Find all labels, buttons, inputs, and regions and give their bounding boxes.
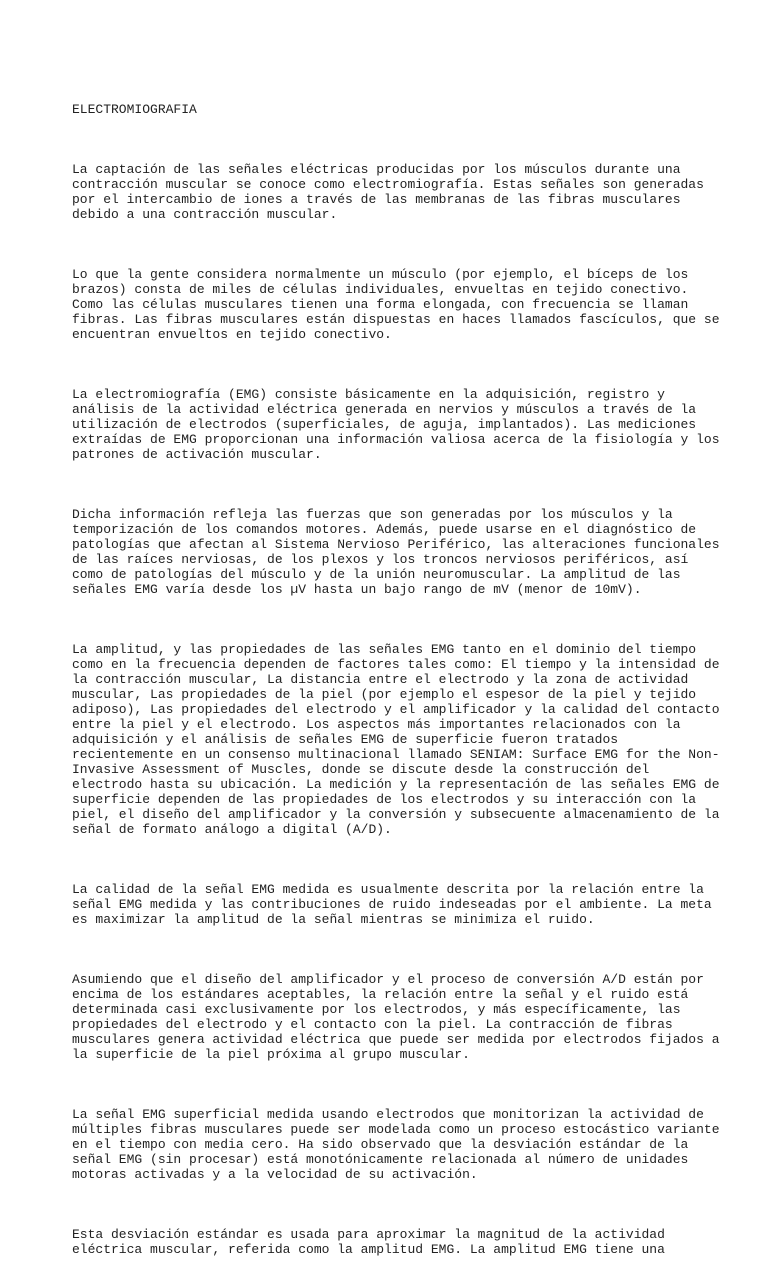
document-title: ELECTROMIOGRAFIA xyxy=(72,102,197,117)
paragraph-5: La amplitud, y las propiedades de las señales EMG tanto en el dominio del tiempo como en la frecuencia dependen de factores tales como: El tiempo y la intensidad de la contracción muscular, La distancia entre el electrodo y la zona de actividad muscular, Las propiedades de la piel (por ejemplo el espesor de la piel y tejido adiposo), Las propiedades del electrodo y el amplificador y la calidad del contacto entre la piel y el electrodo. Los aspectos más importantes relacionados con la adquisición y el análisis de señales EMG de superficie fueron tratados recientemente en un consenso multinacional llamado SENIAM: Surface EMG for the Non- Invasive Assessment of Muscles, donde se discute desde la construcción del electrodo hasta su ubicación. La medición y la representación de las señales EMG de superficie dependen de las propiedades de los electrodos y su interacción con la piel, el diseño del amplificador y la conversión y subsecuente almacenamiento de la señal de formato análogo a digital (A/D). xyxy=(72,642,720,837)
paragraph-1: La captación de las señales eléctricas producidas por los músculos durante una contracción muscular se conoce como electromiografía. Estas señales son generadas por el intercambio de iones a través de las membranas de las fibras musculares debido a una contracción muscular. xyxy=(72,162,704,222)
paragraph-6: La calidad de la señal EMG medida es usualmente descrita por la relación entre la señal EMG medida y las contribuciones de ruido indeseadas por el ambiente. La meta es maximizar la amplitud de la señal mientras se minimiza el ruido. xyxy=(72,882,712,927)
paragraph-9: Esta desviación estándar es usada para aproximar la magnitud de la actividad eléctrica muscular, referida como la amplitud EMG. La amplitud EMG tiene una xyxy=(72,1227,665,1257)
paragraph-3: La electromiografía (EMG) consiste básicamente en la adquisición, registro y análisis de la actividad eléctrica generada en nervios y músculos a través de la utilización de electrodos (superficiales, de aguja, implantados). Las mediciones extraídas de EMG proporcionan una información valiosa acerca de la fisiología y los patrones de activación muscular. xyxy=(72,387,720,462)
paragraph-8: La señal EMG superficial medida usando electrodos que monitorizan la actividad de múltiples fibras musculares puede ser modelada como un proceso estocástico variante en el tiempo con media cero. Ha sido observado que la desviación estándar de la señal EMG (sin procesar) está monotónicamente relacionada al número de unidades motoras activadas y a la velocidad de su activación. xyxy=(72,1107,720,1182)
paragraph-4: Dicha información refleja las fuerzas que son generadas por los músculos y la temporización de los comandos motores. Además, puede usarse en el diagnóstico de patologías que afectan al Sistema Nervioso Periférico, las alteraciones funcionales de las raíces nerviosas, de los plexos y los troncos nerviosos periféricos, así como de patologías del músculo y de la unión neuromuscular. La amplitud de las señales EMG varía desde los µV hasta un bajo rango de mV (menor de 10mV). xyxy=(72,507,720,597)
paragraph-7: Asumiendo que el diseño del amplificador y el proceso de conversión A/D están por encima de los estándares aceptables, la relación entre la señal y el ruido está determinada casi exclusivamente por los electrodos, y más específicamente, las propiedades del electrodo y el contacto con la piel. La contracción de fibras musculares genera actividad eléctrica que puede ser medida por electrodos fijados a la superficie de la piel próxima al grupo muscular. xyxy=(72,972,720,1062)
paragraph-2: Lo que la gente considera normalmente un músculo (por ejemplo, el bíceps de los brazos) consta de miles de células individuales, envueltas en tejido conectivo. Como las células musculares tienen una forma elongada, con frecuencia se llaman fibras. Las fibras musculares están dispuestas en haces llamados fascículos, que se encuentran envueltos en tejido conectivo. xyxy=(72,267,720,342)
